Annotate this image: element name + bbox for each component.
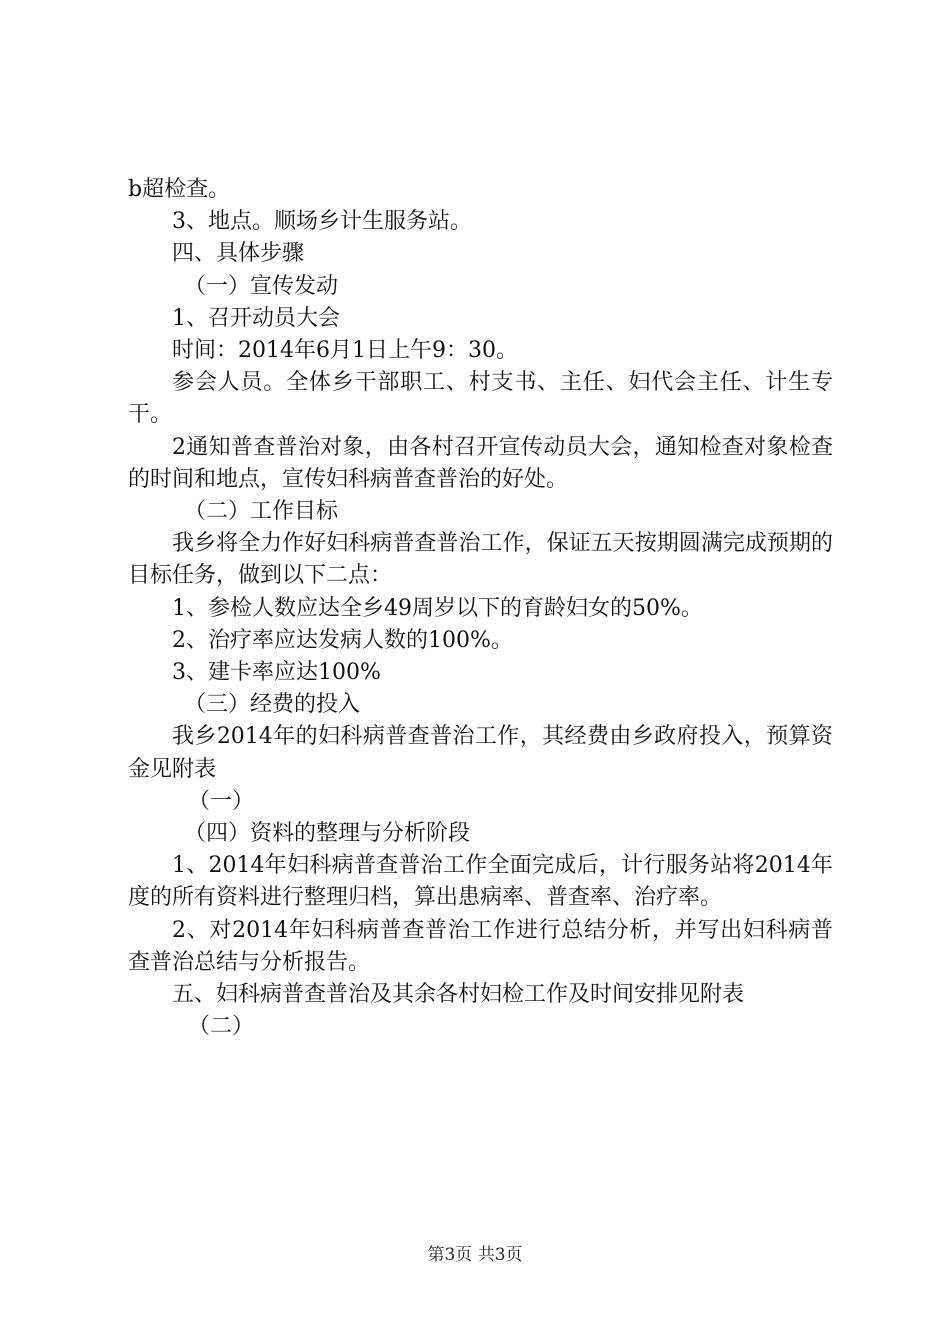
paragraph: b超检查。	[128, 177, 231, 202]
paragraph: 时间：2014年6月1日上午9：30。	[172, 338, 518, 364]
page-footer	[0, 1244, 950, 1266]
subsection-heading: （二）工作目标	[184, 499, 339, 525]
section-heading: 五、妇科病普查普治及其余各村妇检工作及时间安排见附表	[172, 982, 745, 1008]
page-number: 第3页 共3页	[427, 1245, 523, 1265]
paragraph: 2通知普查普治对象，由各村召开宣传动员大会，通知检查对象检查的时间和地点，宣传妇科病普查普治的好处。	[128, 434, 833, 492]
paragraph: （一）	[188, 788, 255, 814]
subsection-heading: （三）经费的投入	[184, 692, 361, 718]
paragraph: 我乡将全力作好妇科病普查普治工作，保证五天按期圆满完成预期的目标任务，做到以下二点：	[128, 531, 833, 589]
paragraph: 3、地点。顺场乡计生服务站。	[172, 209, 472, 235]
paragraph: 1、参检人数应达全乡49周岁以下的育龄妇女的50%。	[172, 595, 703, 621]
paragraph: 参会人员。全体乡干部职工、村支书、主任、妇代会主任、计生专干。	[128, 370, 833, 428]
paragraph: 2、治疗率应达发病人数的100%。	[172, 627, 513, 653]
subsection-heading: （四）资料的整理与分析阶段	[184, 821, 471, 847]
paragraph: 1、召开动员大会	[172, 305, 340, 331]
paragraph: 3、建卡率应达100%	[172, 660, 381, 686]
section-heading: 四、具体步骤	[172, 241, 305, 267]
paragraph: 我乡2014年的妇科病普查普治工作，其经费由乡政府投入，预算资金见附表	[128, 724, 833, 782]
paragraph: 2、对2014年妇科病普查普治工作进行总结分析，并写出妇科病普查普治总结与分析报告。	[128, 917, 833, 975]
paragraph: （二）	[188, 1014, 255, 1040]
document-body	[128, 174, 833, 1043]
subsection-heading: （一）宣传发动	[184, 273, 339, 299]
paragraph: 1、2014年妇科病普查普治工作全面完成后，计行服务站将2014年度的所有资料进行整理归档，算出患病率、普查率、治疗率。	[128, 853, 833, 911]
